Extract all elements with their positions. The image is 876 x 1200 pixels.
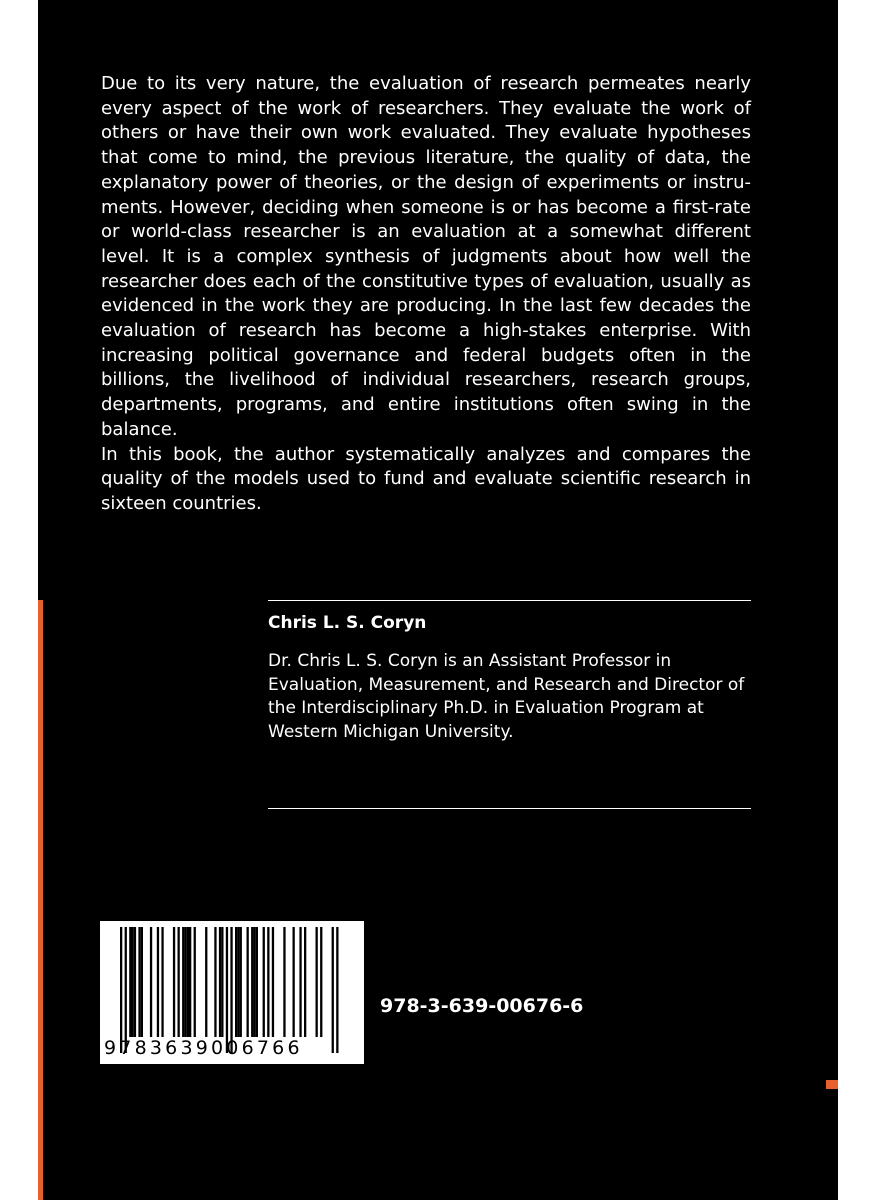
- barcode-bar: [150, 927, 152, 1037]
- barcode-bar: [267, 927, 269, 1037]
- accent-stripe-left: [38, 600, 43, 1200]
- author-name: Chris L. S. Coryn: [268, 613, 427, 633]
- barcode-bar: [272, 927, 274, 1037]
- barcode-bar: [138, 927, 140, 1037]
- barcode-bar: [256, 927, 258, 1037]
- barcode-guard-bar: [230, 927, 232, 1053]
- barcode-bar: [184, 927, 186, 1037]
- barcode-bar: [247, 927, 249, 1037]
- barcode-bar: [189, 927, 191, 1037]
- barcode-guard-bar: [125, 927, 127, 1053]
- barcode-guard-bar: [336, 927, 338, 1053]
- book-blurb: [101, 72, 751, 517]
- barcode-bar: [182, 927, 184, 1037]
- barcode-bar: [194, 927, 196, 1037]
- barcode-guard-bar: [226, 927, 228, 1053]
- barcode-bar: [235, 927, 237, 1037]
- barcode-bar: [237, 927, 239, 1037]
- barcode-digits: 9783639006766: [104, 1037, 303, 1059]
- barcode-bar: [214, 927, 216, 1037]
- barcode-bar: [134, 927, 136, 1037]
- accent-mark-right: [826, 1080, 838, 1089]
- barcode-bar: [173, 927, 175, 1037]
- barcode-bar: [240, 927, 242, 1037]
- barcode-bar: [178, 927, 180, 1037]
- blurb-paragraph-2: In this book, the author systematically analyzes and compares the quality of the models used to fund and evaluate scientific research in sixteen countries.: [101, 443, 751, 514]
- barcode-bar: [221, 927, 223, 1037]
- barcode-bar: [141, 927, 143, 1037]
- barcode-bar: [253, 927, 255, 1037]
- barcode-bar: [304, 927, 306, 1037]
- barcode-bar: [251, 927, 253, 1037]
- author-divider-bottom: [268, 808, 751, 809]
- barcode-guard-bar: [120, 927, 122, 1053]
- isbn-number: 978-3-639-00676-6: [380, 995, 584, 1017]
- barcode: [100, 921, 364, 1064]
- barcode-bar: [299, 927, 301, 1037]
- barcode-bar: [219, 927, 221, 1037]
- barcode-bar: [129, 927, 131, 1037]
- barcode-bar: [161, 927, 163, 1037]
- barcode-bar: [205, 927, 207, 1037]
- barcode-bar: [263, 927, 265, 1037]
- barcode-bar: [320, 927, 322, 1037]
- barcode-bar: [316, 927, 318, 1037]
- author-bio: Dr. Chris L. S. Coryn is an Assistant Professor in Evaluation, Measurement, and Research and Director of the Interdisciplinary Ph.D. in Evaluation Program at Western Michigan University.: [268, 651, 745, 742]
- barcode-bar: [187, 927, 189, 1037]
- blurb-paragraph-1: Due to its very nature, the evaluation of research permeates nearly every aspect of the work of researchers. They evaluate the work of others or have their own work evaluated. They evaluate hypotheses that come to mind, the previous literature, the quality of data, the explanatory power of theories, or the design of experiments or instruments. However, deciding when someone is or has become a first-rate or world-class researcher is an evaluation at a somewhat different level. It is a complex synthesis of judgments about how well the researcher does each of the constitutive types of evaluation, usually as evidenced in the work they are producing. In the last few decades the evaluation of research has become a high-stakes enterprise. With increasing political governance and federal budgets often in the billions, the livelihood of individual researchers, research groups, departments, programs, and entire institutions often swing in the balance.: [101, 73, 751, 440]
- author-divider-top: [268, 600, 751, 601]
- barcode-bar: [157, 927, 159, 1037]
- barcode-guard-bar: [332, 927, 334, 1053]
- barcode-bar: [283, 927, 285, 1037]
- barcode-bar: [132, 927, 134, 1037]
- barcode-bar: [293, 927, 295, 1037]
